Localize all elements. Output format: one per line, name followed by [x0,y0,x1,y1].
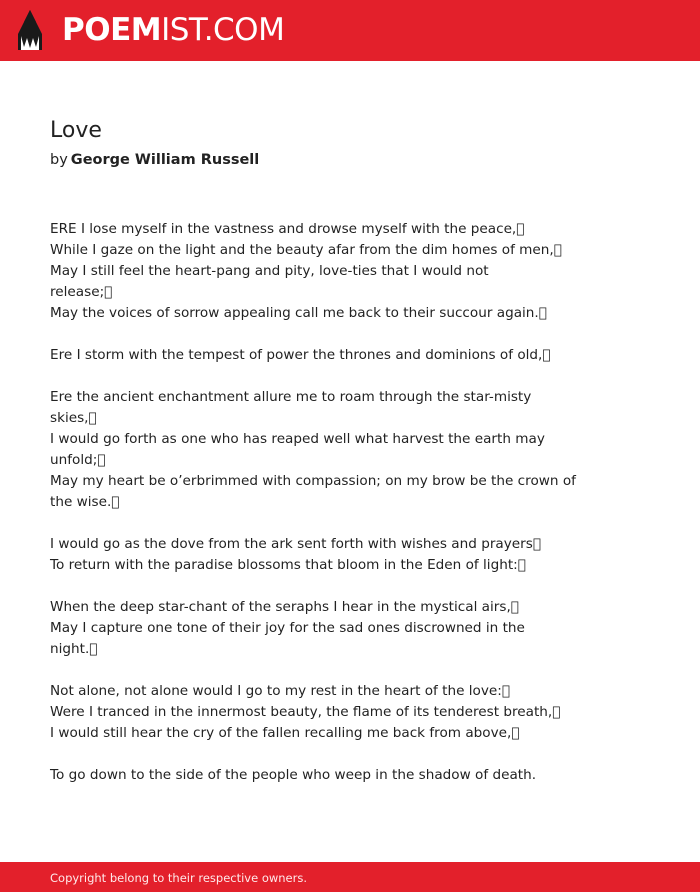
stanza [50,387,595,513]
poem-line: May my heart be o’erbrimmed with compassion; on my brow be the crown of [50,473,576,489]
poem-line: While I gaze on the light and the beauty afar from the dim homes of men,  [50,242,562,258]
poem-line: ERE I lose myself in the vastness and drowse myself with the peace,  [50,221,525,237]
poem-line: I would go forth as one who has reaped well what harvest the earth may [50,431,545,447]
stanza [50,597,595,660]
poem-line: night.  [50,641,98,657]
poem-line: unfold;  [50,452,106,468]
stanza [50,345,595,366]
stanza [50,219,595,324]
poem-line: May the voices of sorrow appealing call me back to their succour again.  [50,305,547,321]
poem-line: When the deep star-chant of the seraphs I hear in the mystical airs,  [50,599,519,615]
poem-line: To go down to the side of the people who weep in the shadow of death. [50,767,537,783]
brand-bold-text: POEM [62,12,162,48]
poem-line: May I still feel the heart-pang and pity, love-ties that I would not [50,263,489,279]
poem-line: Were I tranced in the innermost beauty, the flame of its tenderest breath,  [50,704,561,720]
copyright-text: Copyright belong to their respective owners. [50,871,308,885]
poem-byline [50,150,259,170]
poem-body [50,219,595,807]
poem-line: skies,  [50,410,97,426]
poem-line: Ere I storm with the tempest of power the thrones and dominions of old,  [50,347,551,363]
poem-line: May I capture one tone of their joy for the sad ones discrowned in the [50,620,525,636]
poem-line: I would go as the dove from the ark sent forth with wishes and prayers  [50,536,541,552]
stanza [50,534,595,576]
stanza [50,681,595,744]
site-logo-text[interactable] [62,11,284,49]
poem-line: To return with the paradise blossoms that bloom in the Eden of light:  [50,557,526,573]
by-label: by [50,152,68,168]
poem-author: George William Russell [70,152,260,168]
poem-title: Love [50,118,102,143]
stanza [50,765,595,786]
poem-line: Ere the ancient enchantment allure me to roam through the star-misty [50,389,532,405]
poem-line: I would still hear the cry of the fallen recalling me back from above,  [50,725,520,741]
site-footer [0,862,700,892]
site-header [0,0,700,61]
pencil-icon[interactable] [18,10,42,52]
brand-light-text: IST.COM [161,12,285,48]
poem-line: release;  [50,284,113,300]
poem-line: the wise.  [50,494,120,510]
poem-line: Not alone, not alone would I go to my rest in the heart of the love:  [50,683,511,699]
